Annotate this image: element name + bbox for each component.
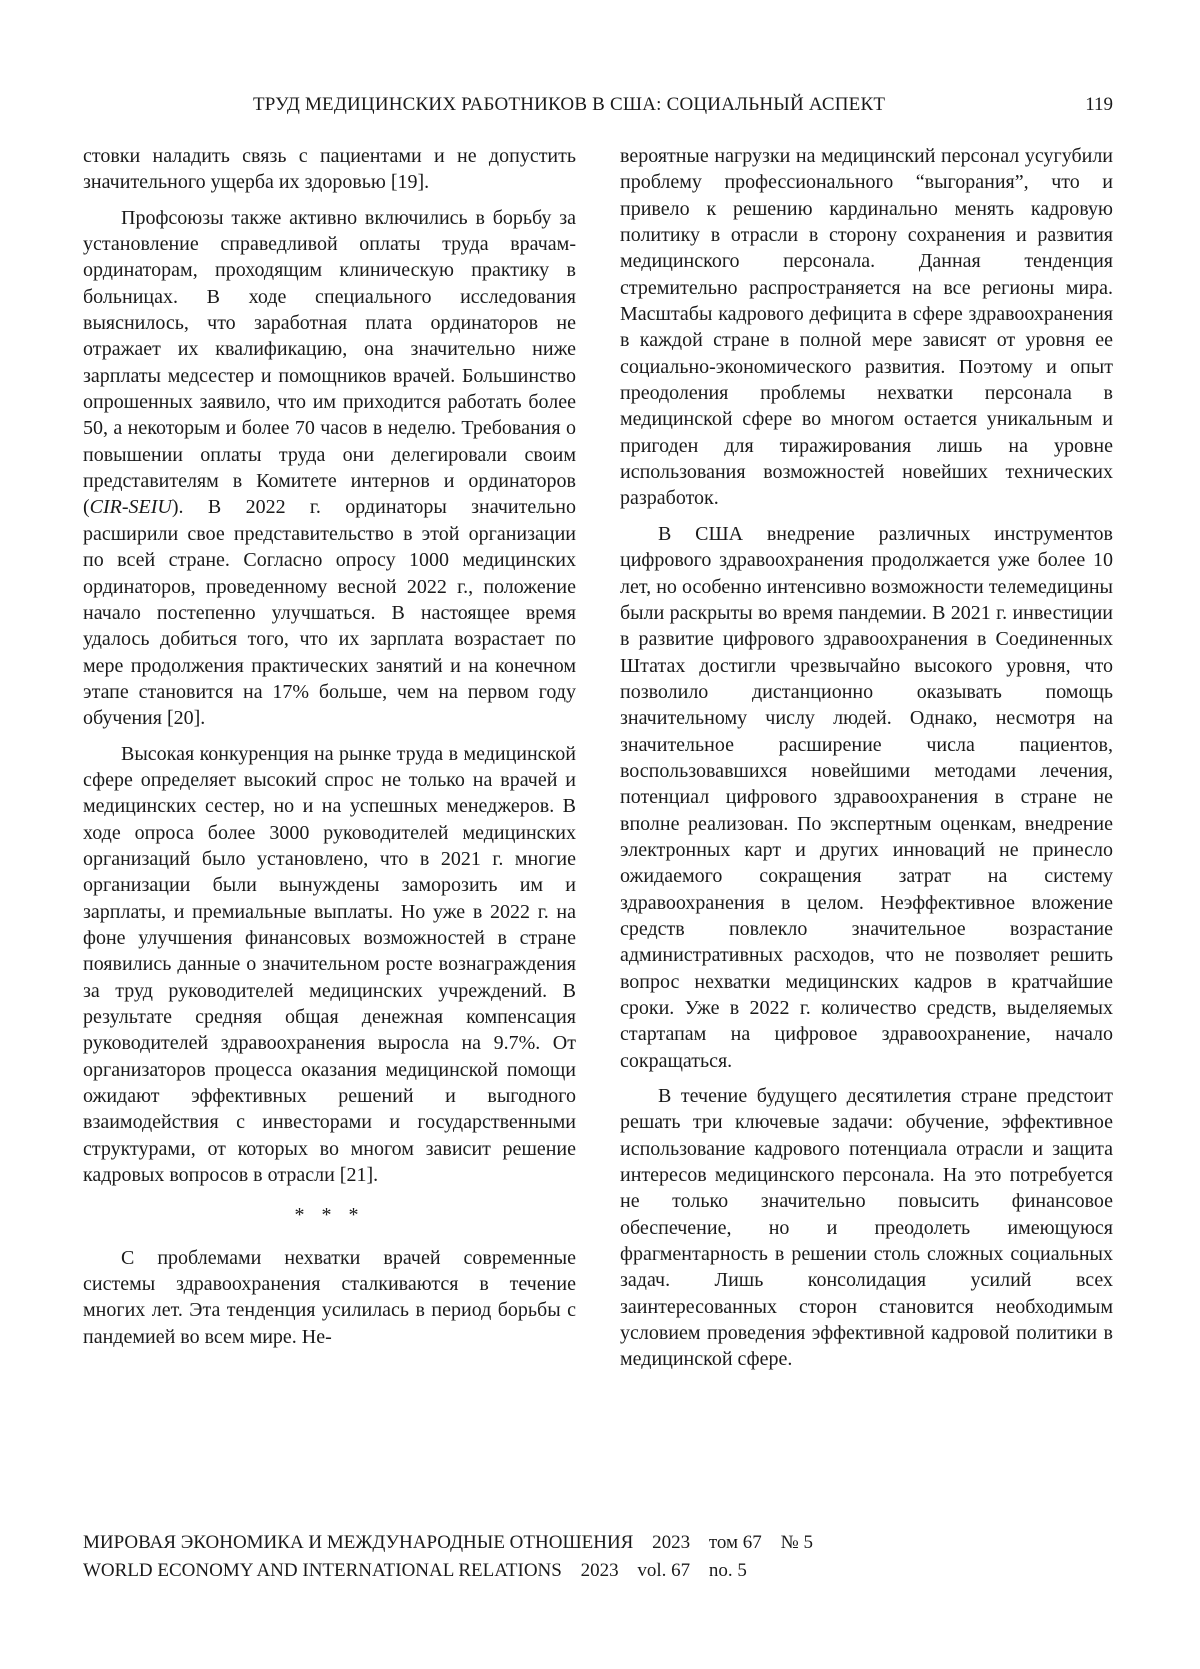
journal-title-ru: МИРОВАЯ ЭКОНОМИКА И МЕЖДУНАРОДНЫЕ ОТНОШЕНИЯ <box>83 1532 634 1553</box>
journal-volume-en: vol. 67 <box>637 1560 691 1581</box>
journal-volume-ru: том 67 <box>708 1532 762 1553</box>
running-title: ТРУД МЕДИЦИНСКИХ РАБОТНИКОВ В США: СОЦИАЛЬНЫЙ АСПЕКТ <box>253 94 886 115</box>
page-number: 119 <box>1085 94 1113 115</box>
section-separator: * * * <box>294 1204 365 1227</box>
paragraph-future-tasks: В течение будущего десятилетия стране предстоит решать три ключевые задачи: обучение, эффективное использование кадрового потенциала отрасли и защита интересов медицинского персонала. На это потребуется не только значительно повысить финансовое обеспечение, но и преодолеть имеющуюся фрагментарность в решении столь сложных социальных задач. Лишь консолидация усилий всех заинтересованных сторон становится необходимым условием проведения эффективной кадровой политики в медицинской сфере. <box>620 1085 1113 1371</box>
left-column <box>83 143 576 1359</box>
paragraph-managers: Высокая конкуренция на рынке труда в медицинской сфере определяет высокий спрос не только на врачей и медицинских сестер, но и на успешных менеджеров. В ходе опроса более 3000 руководителей медицинских организаций было установлено, что в 2021 г. многие организации были вынуждены заморозить им и зарплаты, и премиальные выплаты. Но уже в 2022 г. на фоне улучшения финансовых возможностей в стране появились данные о значительном росте вознаграждения за труд руководителей медицинских учреждений. В результате средняя общая денежная компенсация руководителей здравоохранения выросла на 9.7%. От организаторов процесса оказания медицинской помощи ожидают эффективных решений и выгодного взаимодействия с инвесторами и государственными структурами, от которых во многом зависит решение кадровых вопросов в отрасли [21]. <box>83 742 576 1187</box>
footer-journal-ru <box>83 1529 827 1557</box>
journal-issue-en: no. 5 <box>708 1560 747 1581</box>
page-footer <box>83 1529 827 1585</box>
journal-issue-ru: № 5 <box>780 1532 813 1553</box>
journal-year-en: 2023 <box>580 1560 619 1581</box>
paragraph-unions-residents <box>83 205 576 732</box>
paragraph-text: Профсоюзы также активно включились в борьбу за установление справедливой оплаты труда врачам-ординаторам, проходящим клиническую практику в больницах. В ходе специального исследования выяснилось, что заработная плата ординаторов не отражает их квалификацию, она значительно ниже зарплаты медсестер и помощников врачей. Большинство опрошенных заявило, что им приходится работать более 50, а некоторым и более 70 часов в неделю. Требования о повышении оплаты труда они делегировали своим представителям в Комитете интернов и ординаторов ( <box>83 206 576 519</box>
journal-year-ru: 2023 <box>652 1532 691 1553</box>
page-header <box>83 94 1113 124</box>
footer-journal-en <box>83 1557 827 1585</box>
paragraph-digital-health: В США внедрение различных инструментов цифрового здравоохранения продолжается уже более 10 лет, но особенно интенсивно возможности телемедицины были раскрыты во время пандемии. В 2021 г. инвестиции в развитие цифрового здравоохранения в Соединенных Штатах достигли чрезвычайно высокого уровня, что позволило дистанционно оказывать помощь значительному числу людей. Однако, несмотря на значительное расширение числа пациентов, воспользовавшихся новейшими методами лечения, потенциал цифрового здравоохранения в стране не вполне реализован. По экспертным оценкам, внедрение электронных карт и других инноваций не принесло ожидаемого сокращения затрат на систему здравоохранения в целом. Неэффективное вложение средств повлекло значительное возрастание административных расходов, что не позволяет решить вопрос нехватки медицинских кадров в кратчайшие сроки. Уже в 2022 г. количество средств, выделяемых стартапам на цифровое здравоохранение, начало сокращаться. <box>620 522 1113 1072</box>
paragraph-shortage: С проблемами нехватки врачей современные системы здравоохранения сталкиваются в течение многих лет. Эта тенденция усилилась в период борьбы с пандемией во всем мире. Не- <box>83 1246 576 1348</box>
paragraph-continuation: вероятные нагрузки на медицинский персонал усугубили проблему профессионального “выгорания”, что и привело к решению кардинально менять кадровую политику в отрасли в сторону сохранения и развития медицинского персонала. Данная тенденция стремительно распространяется на все регионы мира. Масштабы кадрового дефицита в сфере здравоохранения в каждой стране в полной мере зависят от уровня ее социально-экономического развития. Поэтому и опыт преодоления проблемы нехватки персонала в медицинской сфере во многом остается уникальным и пригоден для тиражирования лишь на уровне использования возможностей новейших технических разработок. <box>620 145 1113 510</box>
right-column <box>620 143 1113 1382</box>
paragraph-text: ). В 2022 г. ординаторы значительно расширили свое представительство в этой организации по всей стране. Согласно опросу 1000 медицинских ординаторов, проведенному весной 2022 г., положение начало постепенно улучшаться. В настоящее время удалось добиться того, что их зарплата возрастает по мере продолжения практических занятий и на конечном этапе становится на 17% больше, чем на первом году обучения [20]. <box>83 496 576 730</box>
organization-abbreviation: CIR-SEIU <box>89 496 172 519</box>
journal-title-en: WORLD ECONOMY AND INTERNATIONAL RELATIONS <box>83 1560 562 1581</box>
paragraph-continuation: стовки наладить связь с пациентами и не допустить значительного ущерба их здоровью [19]. <box>83 145 576 194</box>
